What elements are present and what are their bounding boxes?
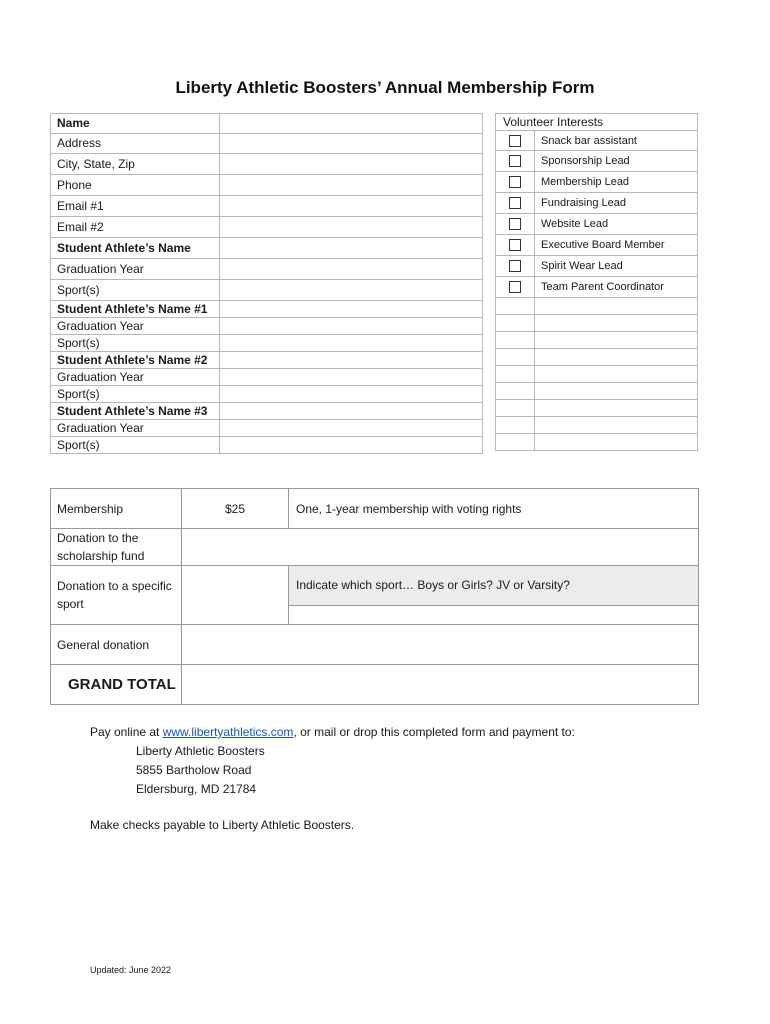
info-row [51,386,483,403]
volunteer-empty-cell[interactable] [496,434,535,451]
volunteer-checkbox[interactable] [509,218,521,230]
info-input[interactable] [220,175,483,196]
info-input[interactable] [220,259,483,280]
volunteer-row [496,256,698,277]
info-label: Phone [51,175,220,196]
info-row [51,238,483,259]
volunteer-empty-cell[interactable] [535,349,698,366]
volunteer-empty-row [496,315,698,332]
volunteer-checkbox[interactable] [509,281,521,293]
form-title: Liberty Athletic Boosters’ Annual Membership Form [175,78,595,97]
info-input[interactable] [220,420,483,437]
sport-donation-amount-input[interactable] [182,566,289,625]
info-input[interactable] [220,369,483,386]
info-row [51,217,483,238]
scholarship-donation-input[interactable] [182,529,699,566]
volunteer-checkbox-cell [496,256,535,277]
volunteer-row [496,151,698,172]
volunteer-option-label: Executive Board Member [535,235,698,256]
volunteer-empty-row [496,349,698,366]
volunteer-row [496,172,698,193]
info-row [51,352,483,369]
info-row [51,259,483,280]
info-input[interactable] [220,437,483,454]
mailing-address [136,742,265,799]
info-input[interactable] [220,217,483,238]
info-row [51,134,483,154]
info-input[interactable] [220,386,483,403]
volunteer-checkbox-cell [496,214,535,235]
info-input[interactable] [220,352,483,369]
membership-description: One, 1-year membership with voting rights [289,489,699,529]
volunteer-option-label: Website Lead [535,214,698,235]
volunteer-checkbox-cell [496,172,535,193]
volunteer-option-label: Spirit Wear Lead [535,256,698,277]
membership-label: Membership [51,489,182,529]
sport-specify-input[interactable] [289,606,699,625]
payment-instructions [90,723,575,742]
volunteer-empty-cell[interactable] [496,366,535,383]
info-row [51,196,483,217]
volunteer-empty-cell[interactable] [496,400,535,417]
volunteer-option-label: Team Parent Coordinator [535,277,698,298]
info-label: Sport(s) [51,437,220,454]
volunteer-checkbox[interactable] [509,239,521,251]
volunteer-checkbox[interactable] [509,260,521,272]
membership-price: $25 [182,489,289,529]
volunteer-row [496,277,698,298]
info-label: Graduation Year [51,369,220,386]
info-row [51,114,483,134]
volunteer-empty-cell[interactable] [535,417,698,434]
info-label: Graduation Year [51,259,220,280]
volunteer-row [496,214,698,235]
general-donation-input[interactable] [182,625,699,665]
info-row [51,301,483,318]
info-row [51,280,483,301]
info-input[interactable] [220,301,483,318]
volunteer-checkbox[interactable] [509,135,521,147]
volunteer-empty-cell[interactable] [496,332,535,349]
volunteer-empty-row [496,434,698,451]
volunteer-empty-cell[interactable] [535,298,698,315]
membership-table [50,488,699,705]
volunteer-heading: Volunteer Interests [496,114,698,131]
sport-donation-label: Donation to a specific sport [51,566,182,625]
volunteer-empty-row [496,417,698,434]
volunteer-option-label: Fundraising Lead [535,193,698,214]
info-input[interactable] [220,335,483,352]
general-donation-label: General donation [51,625,182,665]
info-input[interactable] [220,318,483,335]
volunteer-checkbox-cell [496,131,535,151]
volunteer-row [496,131,698,151]
info-label: Email #1 [51,196,220,217]
volunteer-empty-cell[interactable] [535,315,698,332]
info-row [51,318,483,335]
volunteer-checkbox[interactable] [509,155,521,167]
grand-total-input[interactable] [182,665,699,705]
volunteer-empty-cell[interactable] [535,332,698,349]
volunteer-option-label: Membership Lead [535,172,698,193]
volunteer-checkbox-cell [496,277,535,298]
volunteer-empty-row [496,332,698,349]
scholarship-donation-label: Donation to the scholarship fund [51,529,182,566]
updated-date: Updated: June 2022 [90,965,172,975]
volunteer-empty-cell[interactable] [496,383,535,400]
address-org: Liberty Athletic Boosters [136,744,265,758]
volunteer-empty-cell[interactable] [496,349,535,366]
info-input[interactable] [220,114,483,134]
info-row [51,335,483,352]
payment-suffix: , or mail or drop this completed form and payment to: [293,725,575,739]
volunteer-option-label: Snack bar assistant [535,131,698,151]
volunteer-empty-cell[interactable] [496,298,535,315]
volunteer-empty-cell[interactable] [535,366,698,383]
volunteer-empty-row [496,400,698,417]
grand-total-label: GRAND TOTAL [51,665,182,705]
volunteer-interests-table [495,113,698,451]
info-row [51,369,483,386]
info-row [51,437,483,454]
info-input[interactable] [220,154,483,175]
info-label: Graduation Year [51,420,220,437]
info-label: Sport(s) [51,386,220,403]
payment-prefix: Pay online at [90,725,163,739]
volunteer-checkbox-cell [496,235,535,256]
info-input[interactable] [220,403,483,420]
info-label: Address [51,134,220,154]
info-label: Student Athlete’s Name #2 [51,352,220,369]
info-row [51,154,483,175]
volunteer-empty-cell[interactable] [535,434,698,451]
info-input[interactable] [220,134,483,154]
member-info-table [50,113,483,454]
info-label: Student Athlete’s Name [51,238,220,259]
volunteer-empty-cell[interactable] [496,315,535,332]
volunteer-checkbox[interactable] [509,176,521,188]
info-row [51,175,483,196]
sport-note: Indicate which sport… Boys or Girls? JV or Varsity? [289,566,699,606]
info-row [51,403,483,420]
info-label: Student Athlete’s Name #1 [51,301,220,318]
volunteer-empty-row [496,366,698,383]
info-input[interactable] [220,238,483,259]
info-input[interactable] [220,280,483,301]
volunteer-empty-cell[interactable] [535,383,698,400]
info-label: Student Athlete’s Name #3 [51,403,220,420]
volunteer-empty-cell[interactable] [535,400,698,417]
website-link[interactable]: www.libertyathletics.com [162,725,294,739]
info-input[interactable] [220,196,483,217]
info-label: Name [51,114,220,134]
info-row [51,420,483,437]
volunteer-checkbox-cell [496,151,535,172]
info-label: Sport(s) [51,280,220,301]
volunteer-empty-row [496,383,698,400]
volunteer-empty-row [496,298,698,315]
info-label: Sport(s) [51,335,220,352]
info-label: City, State, Zip [51,154,220,175]
volunteer-empty-cell[interactable] [496,417,535,434]
volunteer-row [496,193,698,214]
info-label: Email #2 [51,217,220,238]
volunteer-checkbox[interactable] [509,197,521,209]
address-street: 5855 Bartholow Road [136,763,252,777]
volunteer-option-label: Sponsorship Lead [535,151,698,172]
volunteer-checkbox-cell [496,193,535,214]
checks-note: Make checks payable to Liberty Athletic Boosters. [90,818,355,832]
volunteer-row [496,235,698,256]
info-label: Graduation Year [51,318,220,335]
address-city: Eldersburg, MD 21784 [136,782,257,796]
